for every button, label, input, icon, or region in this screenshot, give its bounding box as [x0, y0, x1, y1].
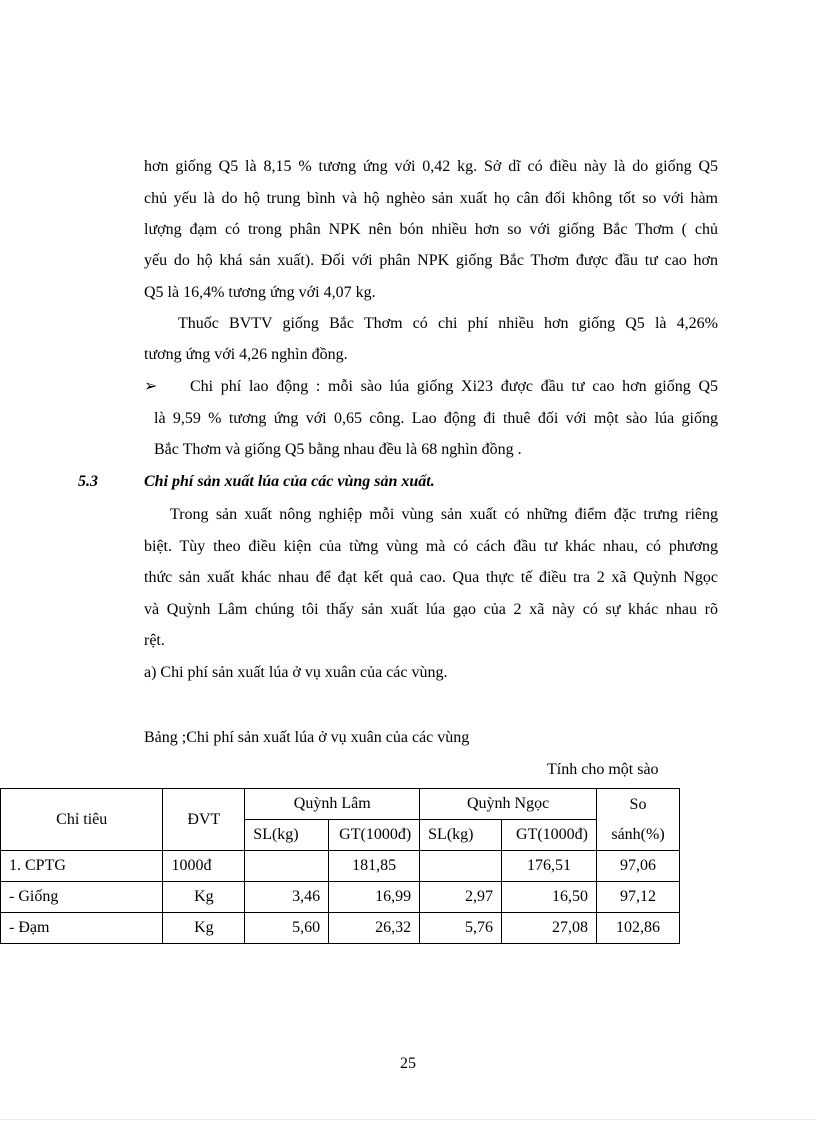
bullet-arrow-icon: ➢ [144, 378, 158, 395]
cell-so-sanh: 97,12 [597, 882, 680, 913]
header-so-sanh: So sánh(%) [597, 789, 680, 851]
cell-dvt: Kg [163, 882, 245, 913]
page-number: 25 [400, 1055, 416, 1072]
paragraph-line: yếu do hộ khá sản xuất). Đối với phân NPK giống Bắc Thơm được đầu tư cao hơn [144, 252, 718, 269]
cell-qn-sl: 2,97 [420, 882, 502, 913]
section-number: 5.3 [78, 473, 98, 490]
header-chi-tieu: Chỉ tiêu [1, 789, 163, 851]
cell-ql-gt: 26,32 [329, 913, 420, 944]
table-unit-note: Tính cho một sào [547, 761, 659, 778]
header-dvt: ĐVT [163, 789, 245, 851]
table-row [1, 851, 680, 882]
header-ql-sl: SL(kg) [245, 820, 329, 851]
cell-so-sanh: 102,86 [597, 913, 680, 944]
paragraph-line: hơn giống Q5 là 8,15 % tương ứng với 0,42 kg. Sở dĩ có điều này là do giống Q5 [144, 158, 718, 175]
table-row [1, 882, 680, 913]
table-caption: Bảng ;Chi phí sản xuất lúa ở vụ xuân của các vùng [144, 729, 470, 746]
header-qn-sl: SL(kg) [420, 820, 502, 851]
paragraph-line: là 9,59 % tương ứng với 0,65 công. Lao động đi thuê đối với một sào lúa giống [154, 410, 718, 427]
cell-qn-gt: 27,08 [502, 913, 597, 944]
paragraph-line: rệt. [144, 632, 165, 649]
table-row [1, 913, 680, 944]
cell-ql-gt: 181,85 [329, 851, 420, 882]
paragraph-line: lượng đạm có trong phân NPK nên bón nhiều hơn so với giống Bắc Thơm ( chủ [144, 221, 718, 238]
cell-so-sanh: 97,06 [597, 851, 680, 882]
header-quynh-lam: Quỳnh Lâm [245, 789, 420, 820]
cell-dvt: 1000đ [163, 851, 245, 882]
paragraph-line: Trong sản xuất nông nghiệp mỗi vùng sản xuất có những điểm đặc trưng riêng [170, 506, 718, 523]
paragraph-line: Q5 là 16,4% tương ứng với 4,07 kg. [144, 284, 376, 301]
section-title: Chi phí sản xuất lúa của các vùng sản xuất. [144, 473, 435, 490]
cell-dvt: Kg [163, 913, 245, 944]
cell-qn-gt: 16,50 [502, 882, 597, 913]
paragraph-line: tương ứng với 4,26 nghìn đồng. [144, 346, 348, 363]
paragraph-line: biệt. Tùy theo điều kiện của từng vùng mà có cách đầu tư khác nhau, có phương [144, 538, 718, 555]
cell-ql-sl: 5,60 [245, 913, 329, 944]
paragraph-line: và Quỳnh Lâm chúng tôi thấy sản xuất lúa gạo của 2 xã này có sự khác nhau rõ [144, 601, 718, 618]
cell-ql-gt: 16,99 [329, 882, 420, 913]
cell-qn-sl [420, 851, 502, 882]
cell-chi-tieu: 1. CPTG [1, 851, 163, 882]
paragraph-line: Chi phí lao động : mỗi sào lúa giống Xi23 được đầu tư cao hơn giống Q5 [190, 378, 718, 395]
cell-chi-tieu: - Đạm [1, 913, 163, 944]
header-ql-gt: GT(1000đ) [329, 820, 420, 851]
cost-table [0, 788, 680, 944]
paragraph-line: Thuốc BVTV giống Bắc Thơm có chi phí nhiều hơn giống Q5 là 4,26% [178, 315, 718, 332]
page-edge-divider [0, 1119, 816, 1120]
paragraph-line: chủ yếu là do hộ trung bình và hộ nghèo sản xuất họ cân đối không tốt so với hàm [144, 190, 718, 207]
cell-ql-sl: 3,46 [245, 882, 329, 913]
cell-qn-sl: 5,76 [420, 913, 502, 944]
cell-chi-tieu: - Giống [1, 882, 163, 913]
paragraph-line: thức sản xuất khác nhau để đạt kết quả cao. Qua thực tế điều tra 2 xã Quỳnh Ngọc [144, 569, 718, 586]
subsection-heading: a) Chi phí sản xuất lúa ở vụ xuân của các vùng. [144, 664, 448, 681]
header-quynh-ngoc: Quỳnh Ngọc [420, 789, 597, 820]
header-qn-gt: GT(1000đ) [502, 820, 597, 851]
paragraph-line: Bắc Thơm và giống Q5 bằng nhau đều là 68 nghìn đồng . [154, 441, 522, 458]
cell-ql-sl [245, 851, 329, 882]
cell-qn-gt: 176,51 [502, 851, 597, 882]
